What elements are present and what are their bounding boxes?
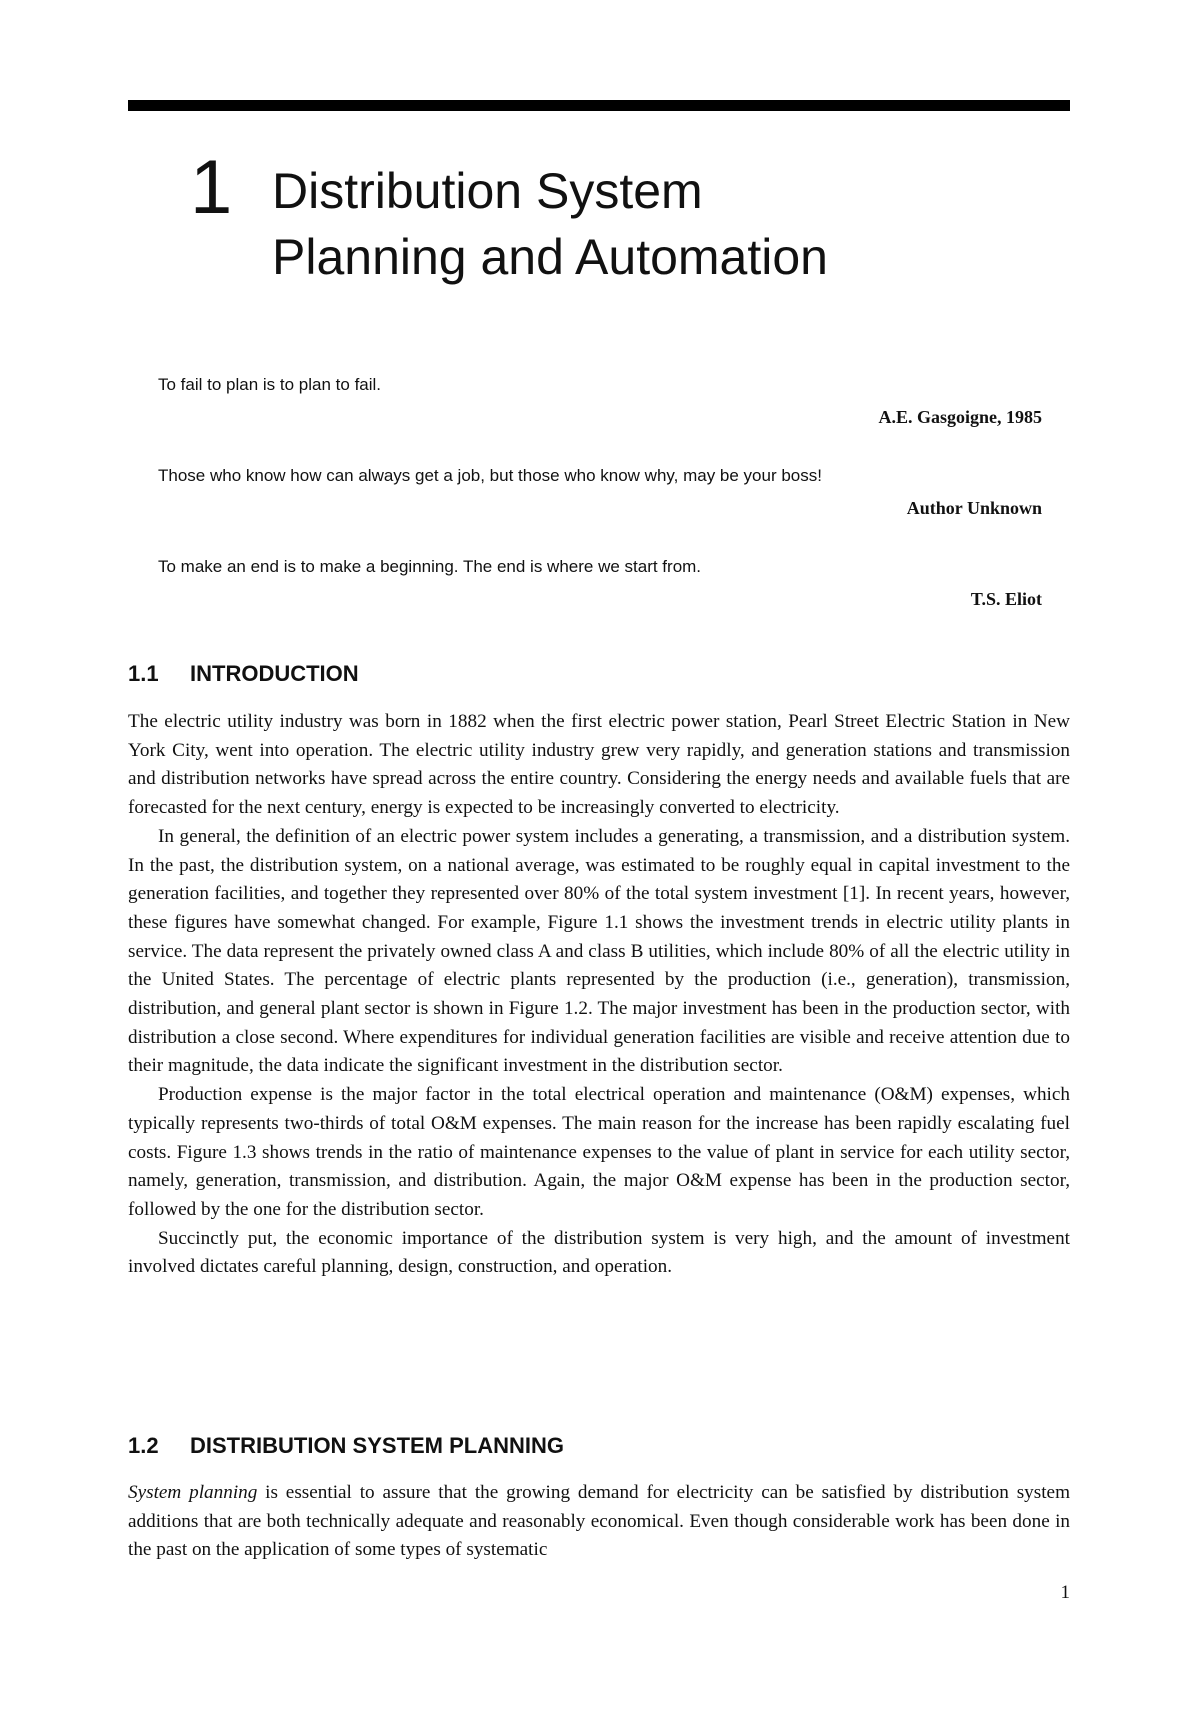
section-heading (128, 660, 1070, 688)
section-introduction (128, 660, 1070, 1282)
paragraph: The electric utility industry was born in 1882 when the first electric power station, Pearl Street Electric Station in New York City, went into operation. The electric utility industry grew very rapidly, and generation stations and transmission and distribution networks have spread across the entire country. Considering the energy needs and available fuels that are forecasted for the next century, energy is expected to be increasingly converted to electricity. (128, 711, 1070, 819)
paragraph: In general, the definition of an electric power system includes a generating, a transmission, and a distribution system. In the past, the distribution system, on a national average, was estimated to be roughly equal in capital investment to the generation facilities, and together they represented over 80% of the total system investment [1]. In recent years, however, these figures have somewhat changed. For example, Figure 1.1 shows the investment trends in electric utility plants in service. The data represent the privately owned class A and class B utilities, which include 80% of all the electric utility in the United States. The percentage of electric plants represented by the production (i.e., generation), transmission, distribution, and general plant sector is shown in Figure 1.2. The major investment has been in the production sector, with distribution a close second. Where expenditures for individual generation facilities are visible and receive attention due to their magnitude, the data indicate the significant investment in the distribution sector. (128, 825, 1070, 1077)
section-title: DISTRIBUTION SYSTEM PLANNING (190, 1433, 565, 1458)
chapter-title-line-2: Planning and Automation (272, 229, 828, 285)
epigraph-quote: To fail to plan is to plan to fail. (158, 375, 382, 394)
paragraph (128, 1479, 1070, 1565)
epigraph-author: T.S. Eliot (970, 589, 1042, 609)
section-heading (128, 1432, 1070, 1460)
section-body (128, 708, 1070, 1282)
italic-term: System planning (128, 1482, 258, 1503)
epigraph-author: Author Unknown (906, 498, 1042, 518)
epigraph-quote: Those who know how can always get a job, but those who know why, may be your boss! (158, 466, 822, 485)
page-number: 1 (1060, 1582, 1070, 1603)
section-number: 1.1 (128, 661, 159, 686)
paragraph-text: is essential to assure that the growing demand for electricity can be satisfied by distribution system additions that are both technically adequate and reasonably economical. Even though considerable work has been done in the past on the application of some types of systematic (128, 1482, 1070, 1561)
chapter-top-rule (128, 100, 1070, 111)
paragraph: Production expense is the major factor in the total electrical operation and maintenance (O&M) expenses, which typically represents two-thirds of total O&M expenses. The main reason for the increase has been rapidly escalating fuel costs. Figure 1.3 shows trends in the ratio of maintenance expenses to the value of plant in service for each utility sector, namely, generation, transmission, and distribution. Again, the major O&M expense has been in the production sector, followed by the one for the distribution sector. (128, 1084, 1070, 1220)
epigraph (158, 556, 1042, 647)
epigraph-quote: To make an end is to make a beginning. The end is where we start from. (158, 557, 702, 576)
paragraph: Succinctly put, the economic importance of the distribution system is very high, and the amount of investment involved dictates careful planning, design, construction, and operation. (128, 1227, 1070, 1278)
section-title: INTRODUCTION (190, 661, 359, 686)
section-distribution-system-planning (128, 1432, 1070, 1565)
epigraph-author: A.E. Gasgoigne, 1985 (878, 407, 1042, 427)
epigraphs (158, 374, 1042, 647)
epigraph (158, 374, 1042, 465)
chapter-title (272, 158, 828, 290)
chapter-title-line-1: Distribution System (272, 163, 703, 219)
chapter-number: 1 (190, 145, 233, 230)
section-number: 1.2 (128, 1433, 159, 1458)
epigraph (158, 465, 1042, 556)
section-body (128, 1479, 1070, 1565)
